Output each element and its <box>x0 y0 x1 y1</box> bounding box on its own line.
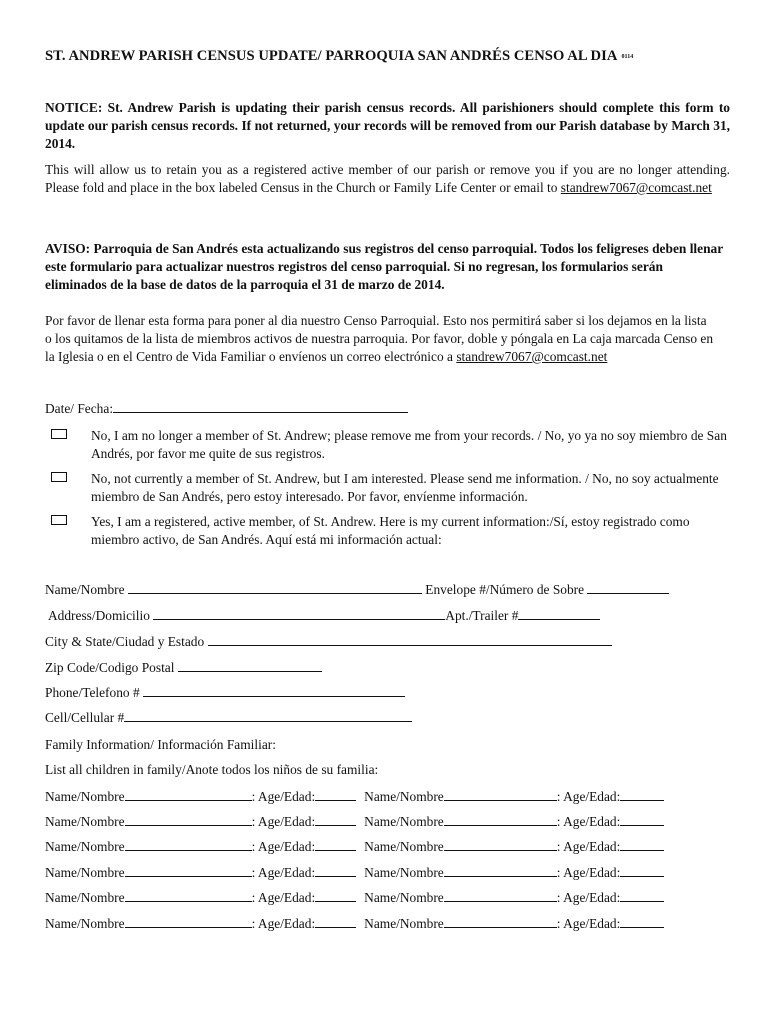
family-info-heading: Family Information/ Información Familiar: <box>45 737 276 752</box>
form-code: 0114 <box>621 53 634 60</box>
child-name-label: Name/Nombre <box>45 839 125 854</box>
child-age-label: : Age/Edad: <box>556 865 621 880</box>
child-row <box>45 916 664 932</box>
apt-field[interactable] <box>518 608 600 620</box>
child-age-label: : Age/Edad: <box>251 789 316 804</box>
aviso-text <box>45 312 715 366</box>
zip-field[interactable] <box>178 660 322 672</box>
child-name-field[interactable] <box>444 814 557 826</box>
child-age-field[interactable] <box>315 865 356 877</box>
notice-text <box>45 161 730 197</box>
envelope-field[interactable] <box>587 582 669 594</box>
address-field[interactable] <box>153 608 445 620</box>
child-row <box>45 865 664 881</box>
child-age-label: : Age/Edad: <box>556 814 621 829</box>
date-field[interactable] <box>113 400 408 413</box>
child-name-field[interactable] <box>125 839 252 851</box>
child-name-field[interactable] <box>125 865 252 877</box>
child-age-field[interactable] <box>315 789 356 801</box>
city-label: City & State/Ciudad y Estado <box>45 634 205 649</box>
child-age-field[interactable] <box>315 916 356 928</box>
option-no-longer-member <box>45 427 735 463</box>
child-age-label: : Age/Edad: <box>556 789 621 804</box>
child-name-label: Name/Nombre <box>364 865 444 880</box>
child-name-field[interactable] <box>125 916 252 928</box>
form-title-text: ST. ANDREW PARISH CENSUS UPDATE/ PARROQUIA SAN ANDRÉS CENSO AL DIA <box>45 48 618 64</box>
child-name-label: Name/Nombre <box>364 814 444 829</box>
child-age-field[interactable] <box>620 865 664 877</box>
cell-row <box>45 710 412 726</box>
envelope-label: Envelope #/Número de Sobre <box>425 582 585 597</box>
address-label: Address/Domicilio <box>48 608 150 623</box>
option-text: Yes, I am a registered, active member, of St. Andrew. Here is my current information:/Sí, estoy registrado como miembro activo, de San Andrés. Aquí está mi información actual: <box>91 514 690 547</box>
child-name-label: Name/Nombre <box>45 789 125 804</box>
checkbox-active-member[interactable] <box>51 515 67 525</box>
option-active-member <box>45 513 735 549</box>
form-title <box>45 48 633 65</box>
child-name-field[interactable] <box>444 839 557 851</box>
child-row <box>45 890 664 906</box>
children-intro: List all children in family/Anote todos los niños de su familia: <box>45 762 379 777</box>
phone-field[interactable] <box>143 685 405 697</box>
city-field[interactable] <box>208 634 612 646</box>
child-name-field[interactable] <box>444 890 557 902</box>
date-label: Date/ Fecha: <box>45 401 114 416</box>
child-age-field[interactable] <box>315 839 356 851</box>
child-row <box>45 814 664 830</box>
checkbox-no-longer-member[interactable] <box>51 429 67 439</box>
child-age-label: : Age/Edad: <box>556 890 621 905</box>
child-name-label: Name/Nombre <box>364 916 444 931</box>
child-name-label: Name/Nombre <box>364 789 444 804</box>
name-row <box>45 582 669 598</box>
child-age-field[interactable] <box>620 916 664 928</box>
child-name-label: Name/Nombre <box>45 890 125 905</box>
child-age-label: : Age/Edad: <box>251 865 316 880</box>
child-name-label: Name/Nombre <box>364 890 444 905</box>
child-name-field[interactable] <box>125 789 252 801</box>
child-name-label: Name/Nombre <box>45 916 125 931</box>
aviso-body: Por favor de llenar esta forma para poner al dia nuestro Censo Parroquial. Esto nos permitirá saber si los dejamos en la lista o los quitamos de la lista de miembros activos de nuestra parroquia. Por favor, doble y póngala en La caja marcada Censo en la Iglesia o en el Centro de Vida Familiar o envíenos un correo electrónico a <box>45 313 714 364</box>
option-text: No, I am no longer a member of St. Andrew; please remove me from your records. / No, yo ya no soy miembro de San Andrés, por favor me quite de sus registros. <box>91 428 727 461</box>
email-link[interactable]: standrew7067@comcast.net <box>560 180 712 195</box>
child-age-label: : Age/Edad: <box>251 839 316 854</box>
child-age-field[interactable] <box>620 890 664 902</box>
aviso-email-link[interactable]: standrew7067@comcast.net <box>456 349 608 364</box>
cell-field[interactable] <box>124 710 412 722</box>
child-age-label: : Age/Edad: <box>251 814 316 829</box>
child-name-field[interactable] <box>125 890 252 902</box>
child-name-label: Name/Nombre <box>45 814 125 829</box>
checkbox-interested[interactable] <box>51 472 67 482</box>
child-name-field[interactable] <box>125 814 252 826</box>
date-row <box>45 400 408 417</box>
aviso-bold: AVISO: Parroquia de San Andrés esta actualizando sus registros del censo parroquial. Todos los feligreses deben llenar este formulario para actualizar nuestros registros del censo parroquial. Si no regresan, los formularios serán eliminados de la base de datos de la parroquia el 31 de marzo de 2014. <box>45 241 723 292</box>
child-age-label: : Age/Edad: <box>251 890 316 905</box>
phone-row <box>45 685 405 701</box>
phone-label: Phone/Telefono # <box>45 685 140 700</box>
child-name-field[interactable] <box>444 789 557 801</box>
child-row <box>45 789 664 805</box>
child-age-label: : Age/Edad: <box>556 839 621 854</box>
name-label: Name/Nombre <box>45 582 125 597</box>
child-name-label: Name/Nombre <box>45 865 125 880</box>
zip-label: Zip Code/Codigo Postal <box>45 660 175 675</box>
zip-row <box>45 660 322 676</box>
notice-bold: NOTICE: St. Andrew Parish is updating their parish census records. All parishioners should complete this form to update our parish census records. If not returned, your records will be removed from our Parish database by March 31, 2014. <box>45 100 730 151</box>
option-interested <box>45 470 735 506</box>
address-row <box>48 608 600 624</box>
child-name-field[interactable] <box>444 865 557 877</box>
cell-label: Cell/Cellular # <box>45 710 125 725</box>
city-row <box>45 634 612 650</box>
apt-label: Apt./Trailer # <box>445 608 519 623</box>
child-row <box>45 839 664 855</box>
child-age-label: : Age/Edad: <box>251 916 316 931</box>
child-age-field[interactable] <box>620 839 664 851</box>
child-age-field[interactable] <box>315 814 356 826</box>
child-age-field[interactable] <box>620 789 664 801</box>
child-name-field[interactable] <box>444 916 557 928</box>
child-age-field[interactable] <box>620 814 664 826</box>
child-age-label: : Age/Edad: <box>556 916 621 931</box>
name-field[interactable] <box>128 582 422 594</box>
option-text: No, not currently a member of St. Andrew, but I am interested. Please send me information. / No, no soy actualmente miembro de San Andrés, pero estoy interesado. Por favor, envíenme información. <box>91 471 719 504</box>
child-age-field[interactable] <box>315 890 356 902</box>
notice-body: This will allow us to retain you as a registered active member of our parish or remove you if you are no longer attending. Please fold and place in the box labeled Census in the Church or Family Life Center or email to <box>45 162 730 195</box>
child-name-label: Name/Nombre <box>364 839 444 854</box>
